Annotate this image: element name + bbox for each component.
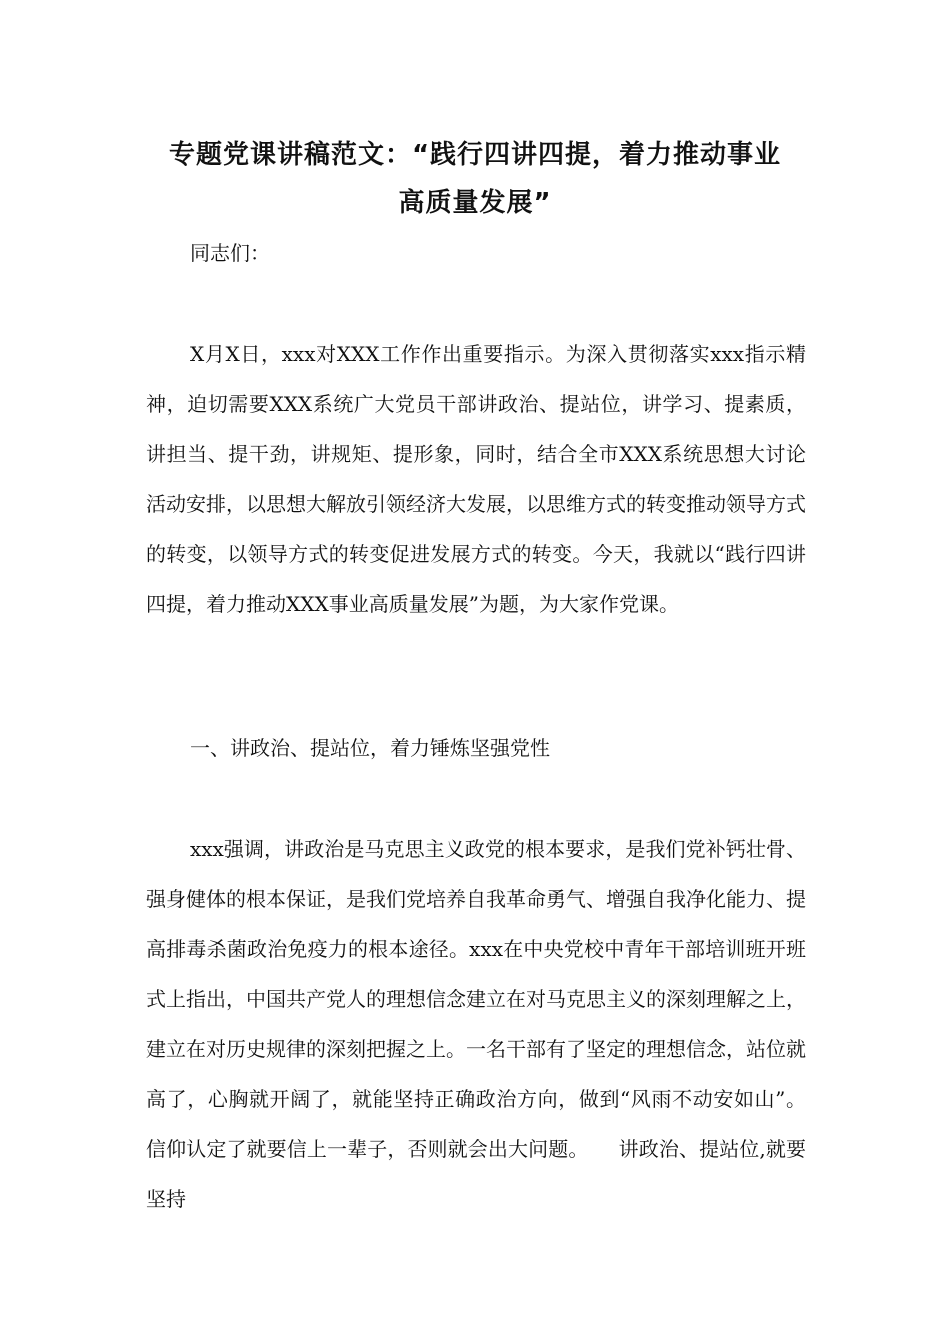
paragraph-section-1: xxx强调，讲政治是马克思主义政党的根本要求，是我们党补钙壮骨、强身健体的根本保证，是我们党培养自我革命勇气、增强自我净化能力、提高排毒杀菌政治免疫力的根本途径。xxx在中央党校中青年干部培训班开班式上指出，中国共产党人的理想信念建立在对马克思主义的深刻理解之上，建立在对历史规律的深刻把握之上。一名干部有了坚定的理想信念，站位就高了，心胸就开阔了，就能坚持正确政治方向，做到“风雨不动安如山”。信仰认定了就要信上一辈子，否则就会出大问题。 讲政治、提站位,就要坚持 (146, 837, 806, 1211)
document-title-line-2: 高质量发展” (398, 188, 552, 218)
section-heading-1: 一、讲政治、提站位，着力锤炼坚强党性 (190, 736, 550, 760)
salutation: 同志们： (190, 241, 270, 265)
document-title-line-1: 专题党课讲稿范文：“践行四讲四提，着力推动事业 (168, 140, 782, 170)
paragraph-intro: X月X日，xxx对XXX工作作出重要指示。为深入贯彻落实xxx指示精神，迫切需要XXX系统广大党员干部讲政治、提站位，讲学习、提素质，讲担当、提干劲，讲规矩、提形象，同时，结合全市XXX系统思想大讨论活动安排，以思想大解放引领经济大发展，以思维方式的转变推动领导方式的转变，以领导方式的转变促进发展方式的转变。今天，我就以“践行四讲四提，着力推动XXX事业高质量发展”为题，为大家作党课。 (146, 342, 806, 616)
